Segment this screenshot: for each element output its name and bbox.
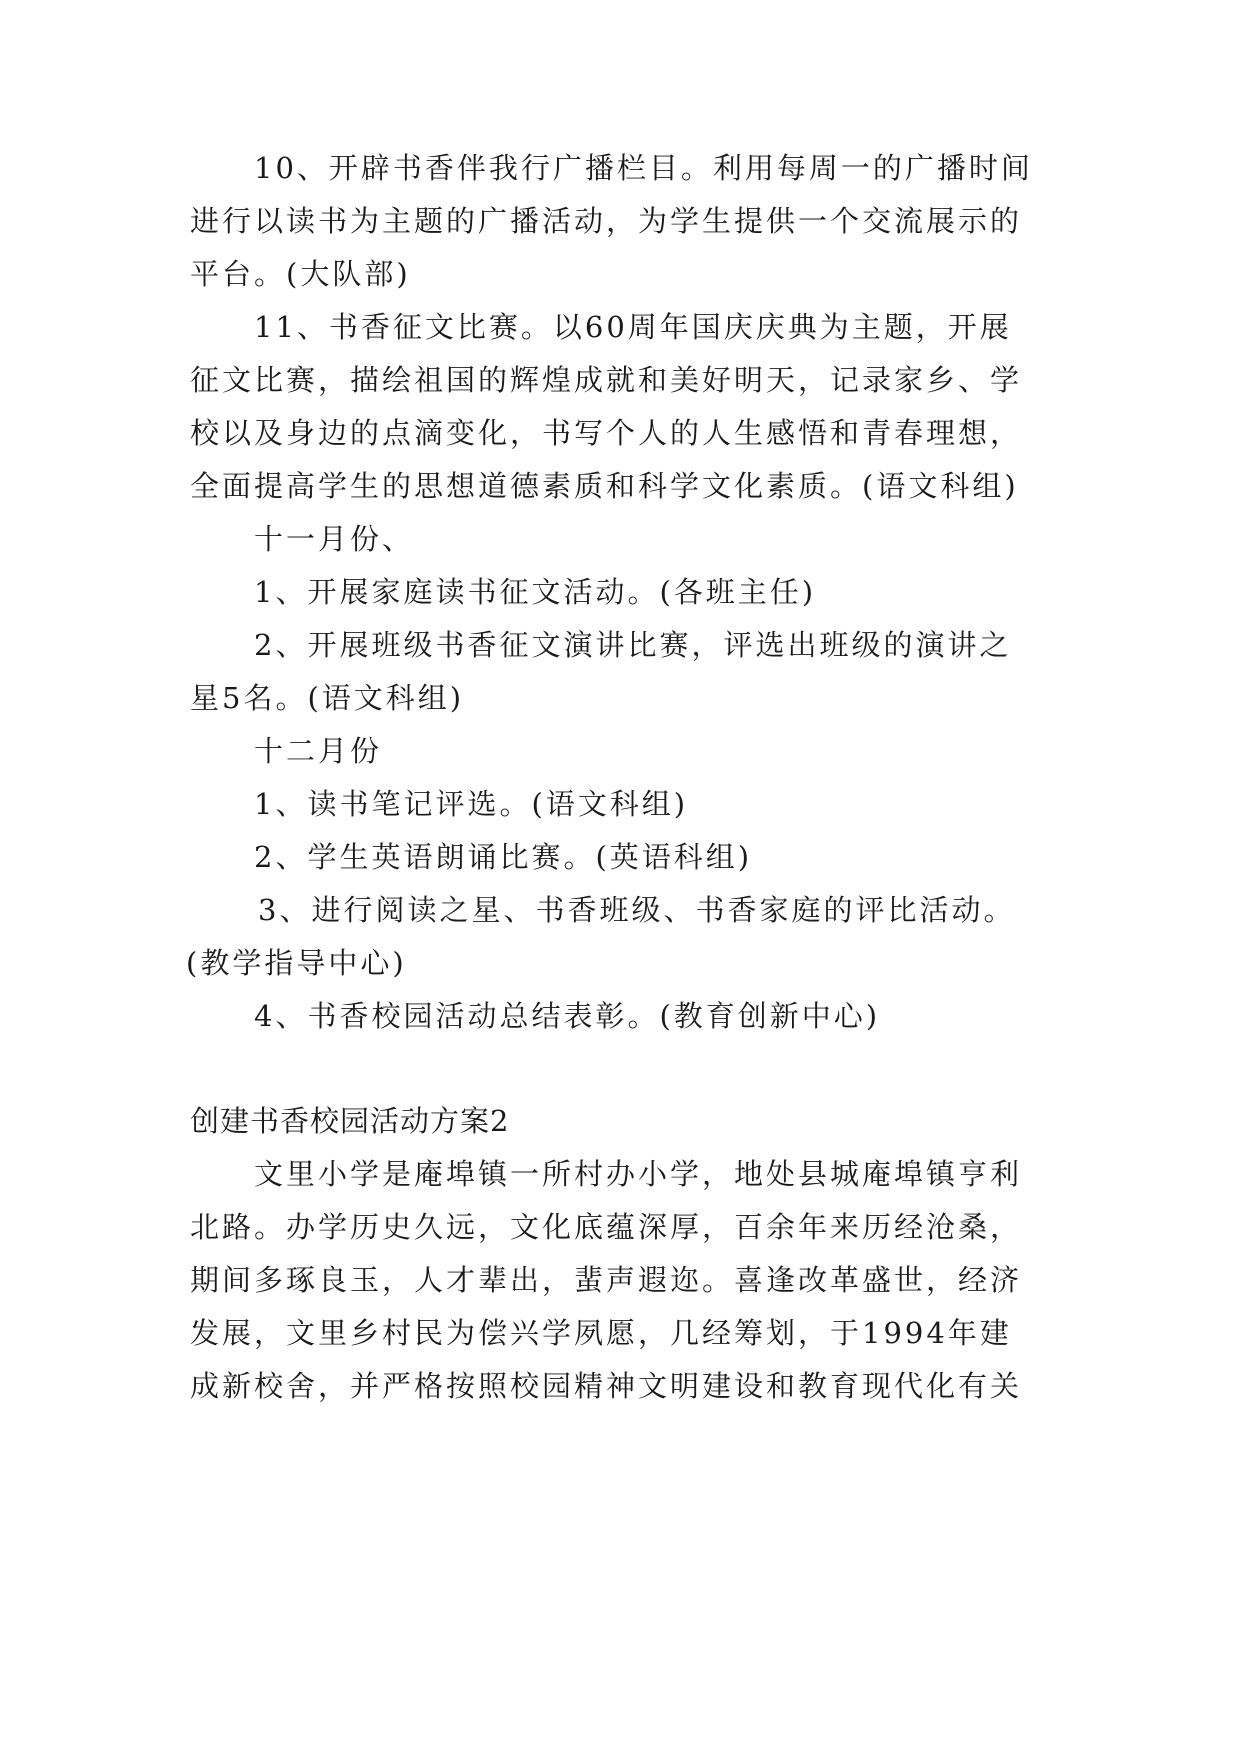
paragraph-10-line-2: 进行以读书为主题的广播活动，为学生提供一个交流展示的 [190, 204, 1023, 238]
school-paragraph-line-1: 文里小学是庵埠镇一所村办小学，地处县城庵埠镇亨利 [254, 1157, 1023, 1191]
school-paragraph-line-2: 北路。办学历史久远，文化底蕴深厚，百余年来历经沧桑， [190, 1210, 1023, 1244]
december-item-3-line-2: (教学指导中心) [186, 946, 407, 980]
section-title: 创建书香校园活动方案2 [190, 1104, 510, 1138]
november-item-2-line-1: 2、开展班级书香征文演讲比赛，评选出班级的演讲之 [254, 628, 1012, 662]
paragraph-10-line-3: 平台。(大队部) [190, 257, 411, 291]
december-item-1: 1、读书笔记评选。(语文科组) [254, 787, 689, 821]
december-heading: 十二月份 [254, 734, 383, 768]
december-item-3-line-1: 3、进行阅读之星、书香班级、书香家庭的评比活动。 [258, 893, 1016, 927]
november-item-2-line-2: 星5名。(语文科组) [190, 681, 465, 715]
school-paragraph-line-3: 期间多琢良玉，人才辈出，蜚声遐迩。喜逢改革盛世，经济 [190, 1263, 1023, 1297]
paragraph-11-line-4: 全面提高学生的思想道德素质和科学文化素质。(语文科组) [190, 469, 1019, 503]
november-heading: 十一月份、 [254, 522, 415, 556]
school-paragraph-line-5: 成新校舍，并严格按照校园精神文明建设和教育现代化有关 [190, 1369, 1023, 1403]
december-item-2: 2、学生英语朗诵比赛。(英语科组) [254, 840, 753, 874]
paragraph-10-line-1: 10、开辟书香伴我行广播栏目。利用每周一的广播时间 [254, 151, 1033, 185]
paragraph-11-line-2: 征文比赛，描绘祖国的辉煌成就和美好明天，记录家乡、学 [190, 363, 1023, 397]
december-item-4: 4、书香校园活动总结表彰。(教育创新中心) [254, 999, 881, 1033]
paragraph-11-line-3: 校以及身边的点滴变化，书写个人的人生感悟和青春理想， [190, 416, 1023, 450]
november-item-1: 1、开展家庭读书征文活动。(各班主任) [254, 575, 817, 609]
paragraph-11-line-1: 11、书香征文比赛。以60周年国庆庆典为主题，开展 [254, 310, 1012, 344]
school-paragraph-line-4: 发展，文里乡村民为偿兴学夙愿，几经筹划，于1994年建 [190, 1316, 1012, 1350]
